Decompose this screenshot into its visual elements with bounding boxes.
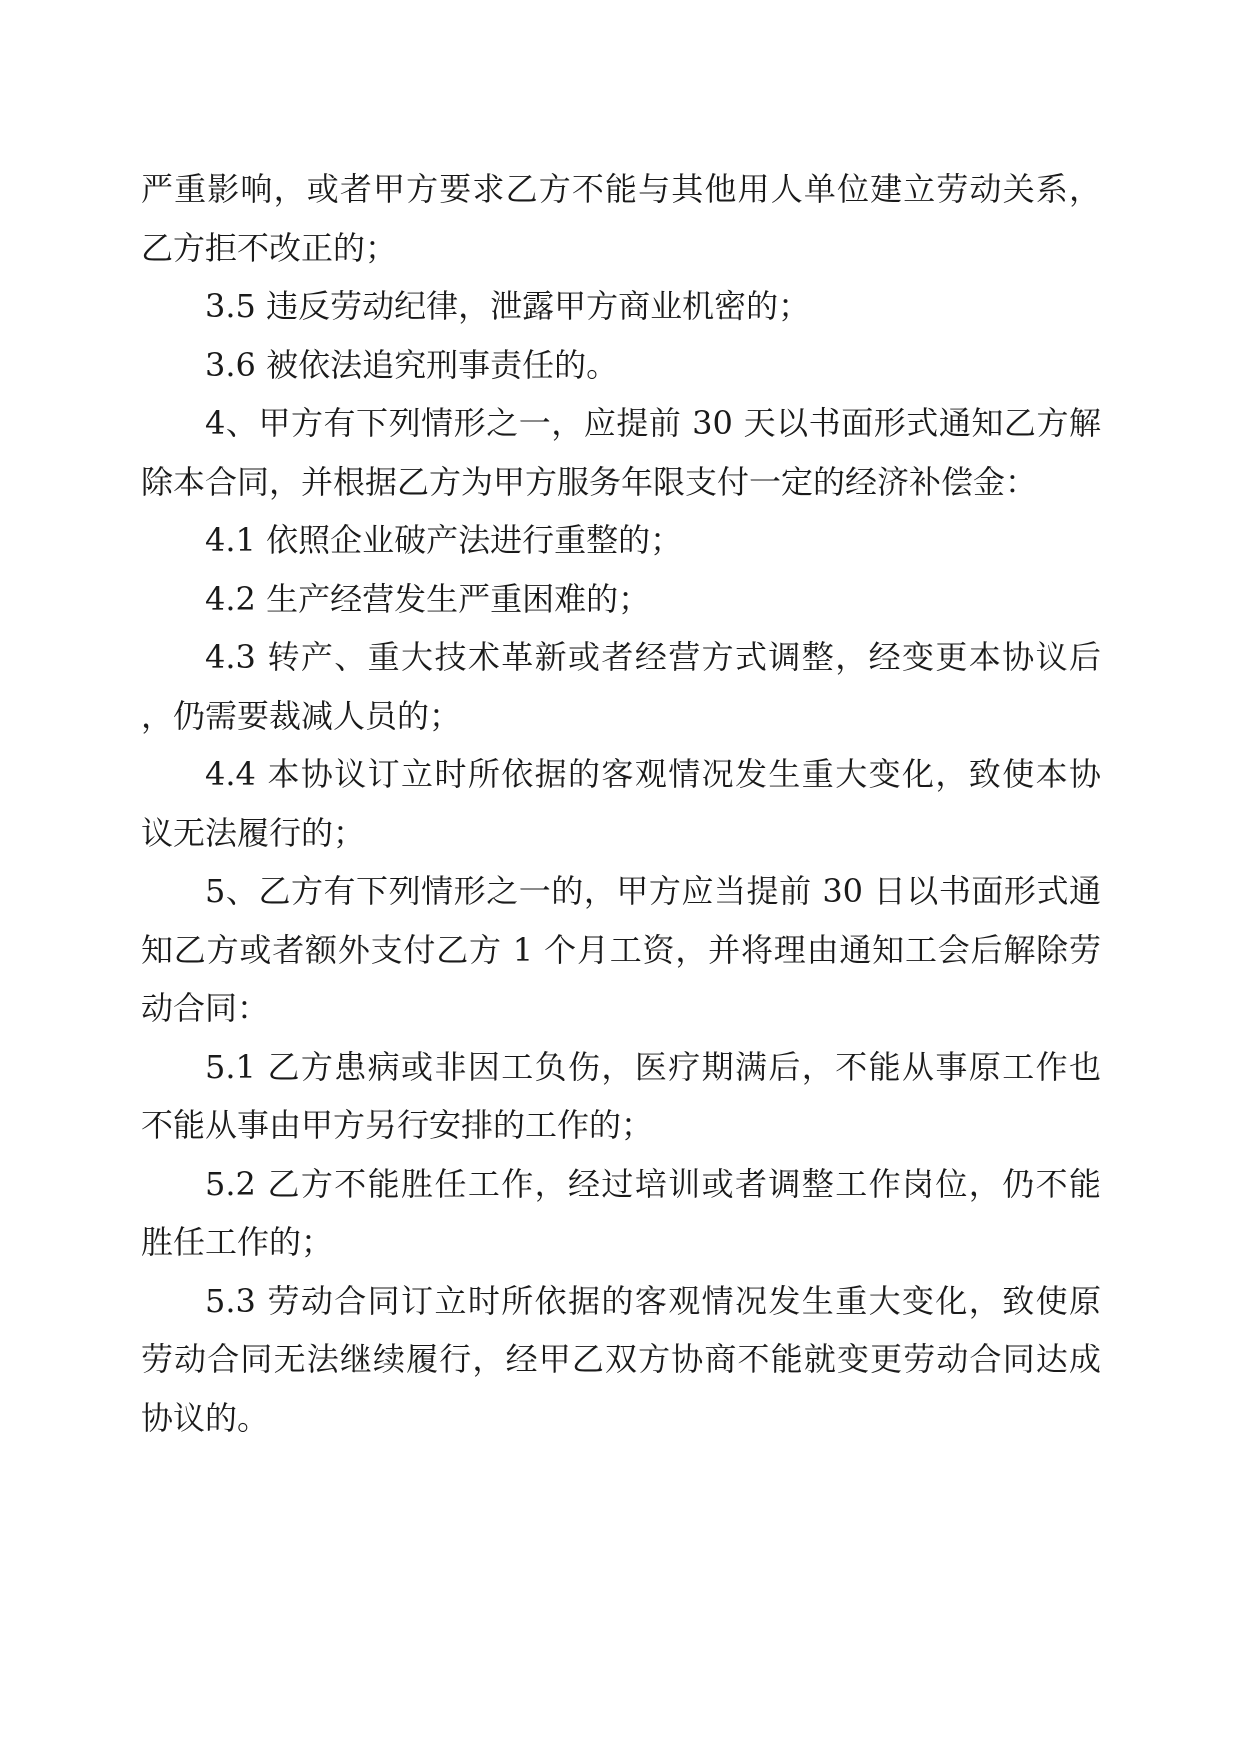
text-line: ，仍需要裁减人员的；	[141, 696, 462, 735]
text-line: 4、甲方有下列情形之一，应提前 30 天以书面形式通知乙方解	[205, 404, 1101, 442]
text-line: 5、乙方有下列情形之一的，甲方应当提前 30 日以书面形式通	[205, 872, 1101, 910]
text-line: 5.2 乙方不能胜任工作，经过培训或者调整工作岗位，仍不能	[205, 1164, 1101, 1203]
text-line: 4.2 生产经营发生严重困难的；	[205, 579, 651, 618]
text-line: 知乙方或者额外支付乙方 1 个月工资，并将理由通知工会后解除劳	[141, 930, 1101, 969]
text-line: 动合同：	[141, 989, 270, 1027]
text-line: 胜任工作的；	[141, 1223, 334, 1261]
text-line: 4.3 转产、重大技术革新或者经营方式调整，经变更本协议后	[205, 638, 1101, 676]
text-line: 3.5 违反劳动纪律，泄露甲方商业机密的；	[205, 287, 811, 325]
text-line: 除本合同，并根据乙方为甲方服务年限支付一定的经济补偿金：	[141, 462, 1038, 501]
text-line: 不能从事由甲方另行安排的工作的；	[141, 1106, 654, 1144]
text-line: 4.1 依照企业破产法进行重整的；	[205, 521, 683, 559]
text-line: 3.6 被依法追究刑事责任的。	[205, 345, 619, 384]
text-line: 劳动合同无法继续履行，经甲乙双方协商不能就变更劳动合同达成	[141, 1340, 1101, 1378]
text-line: 严重影响，或者甲方要求乙方不能与其他用人单位建立劳动关系，	[141, 170, 1101, 208]
text-line: 4.4 本协议订立时所依据的客观情况发生重大变化，致使本协	[205, 755, 1101, 793]
text-line: 议无法履行的；	[141, 813, 366, 852]
text-line: 乙方拒不改正的；	[141, 228, 398, 267]
text-line: 5.3 劳动合同订立时所依据的客观情况发生重大变化，致使原	[205, 1281, 1101, 1320]
text-line: 5.1 乙方患病或非因工负伤，医疗期满后，不能从事原工作也	[205, 1047, 1101, 1086]
body-text	[141, 160, 1101, 1447]
text-line: 协议的。	[141, 1398, 270, 1437]
